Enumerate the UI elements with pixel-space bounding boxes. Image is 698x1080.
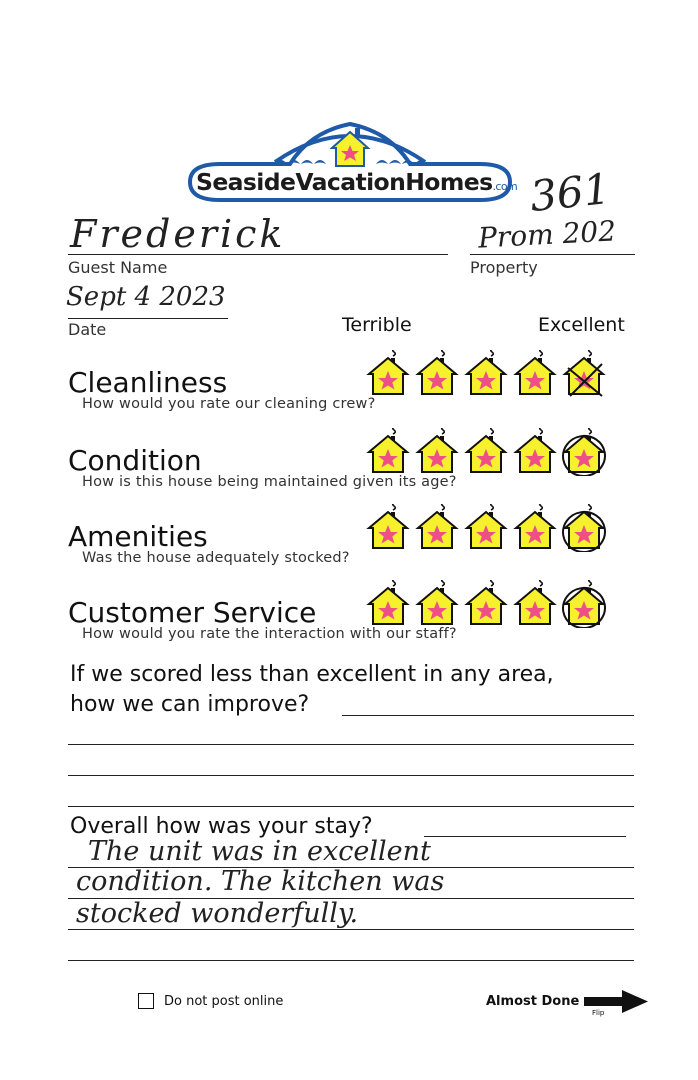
brand-tld: .com (492, 180, 518, 193)
rating-house-icon[interactable] (562, 580, 606, 628)
rating-house-icon[interactable] (513, 428, 557, 476)
rating-house-icon[interactable] (464, 428, 508, 476)
rating-house-icon[interactable] (415, 504, 459, 552)
improve-answer-line[interactable] (68, 806, 634, 807)
rating-house-icon[interactable] (464, 580, 508, 628)
category-title: Customer Service (68, 596, 317, 629)
category-question: How would you rate the interaction with our staff? (82, 626, 457, 642)
comment-line-1: The unit was in excellent (88, 836, 431, 867)
rating-house-icon[interactable] (366, 580, 410, 628)
guest-name-value: Frederick (70, 212, 286, 256)
brand-logo (180, 112, 520, 212)
property-value: Prom 202 (477, 214, 617, 255)
improve-answer-line[interactable] (68, 744, 634, 745)
date-line (68, 318, 228, 319)
category-question: Was the house adequately stocked? (82, 550, 350, 566)
rating-house-icon[interactable] (415, 428, 459, 476)
almost-done-label: Almost Done (486, 994, 580, 1009)
comment-line-3: stocked wonderfully. (76, 898, 359, 929)
improve-prompt-line1: If we scored less than excellent in any area, (70, 662, 554, 687)
rating-house-icon[interactable] (464, 504, 508, 552)
category-title: Condition (68, 444, 202, 477)
logo-graphic (180, 112, 520, 212)
comment-line-2: condition. The kitchen was (76, 866, 445, 897)
rating-house-icon[interactable] (366, 428, 410, 476)
overall-answer-line[interactable] (68, 929, 634, 930)
rating-house-icon[interactable] (562, 428, 606, 476)
property-line (470, 254, 635, 255)
guest-name-label: Guest Name (68, 258, 168, 277)
unit-number: 361 (527, 163, 613, 222)
category-title: Cleanliness (68, 366, 228, 399)
improve-answer-line[interactable] (68, 775, 634, 776)
rating-house-icon[interactable] (562, 504, 606, 552)
category-question: How is this house being maintained given its age? (82, 474, 457, 490)
rating-house-icon[interactable] (562, 350, 606, 398)
flip-label: Flip (592, 1009, 605, 1017)
rating-house-icon[interactable] (415, 350, 459, 398)
category-question: How would you rate our cleaning crew? (82, 396, 376, 412)
improve-prompt-line2: how we can improve? (70, 692, 310, 717)
rating-house-icon[interactable] (513, 504, 557, 552)
date-value: Sept 4 2023 (66, 282, 226, 312)
guest-name-line (68, 254, 448, 255)
improve-answer-line[interactable] (342, 715, 634, 716)
excellent-label: Excellent (538, 314, 625, 336)
rating-house-icon[interactable] (366, 350, 410, 398)
terrible-label: Terrible (342, 314, 412, 336)
do-not-post-checkbox[interactable] (138, 993, 154, 1009)
rating-house-icon[interactable] (513, 580, 557, 628)
rating-house-icon[interactable] (464, 350, 508, 398)
overall-answer-line[interactable] (424, 836, 626, 837)
brand-name: SeasideVacationHomes (196, 168, 493, 196)
do-not-post-label: Do not post online (164, 994, 284, 1009)
rating-house-icon[interactable] (415, 580, 459, 628)
date-label: Date (68, 320, 107, 339)
rating-house-icon[interactable] (513, 350, 557, 398)
property-label: Property (470, 258, 538, 277)
category-title: Amenities (68, 520, 208, 553)
overall-answer-line[interactable] (68, 960, 634, 961)
rating-house-icon[interactable] (366, 504, 410, 552)
overall-prompt: Overall how was your stay? (70, 814, 373, 839)
